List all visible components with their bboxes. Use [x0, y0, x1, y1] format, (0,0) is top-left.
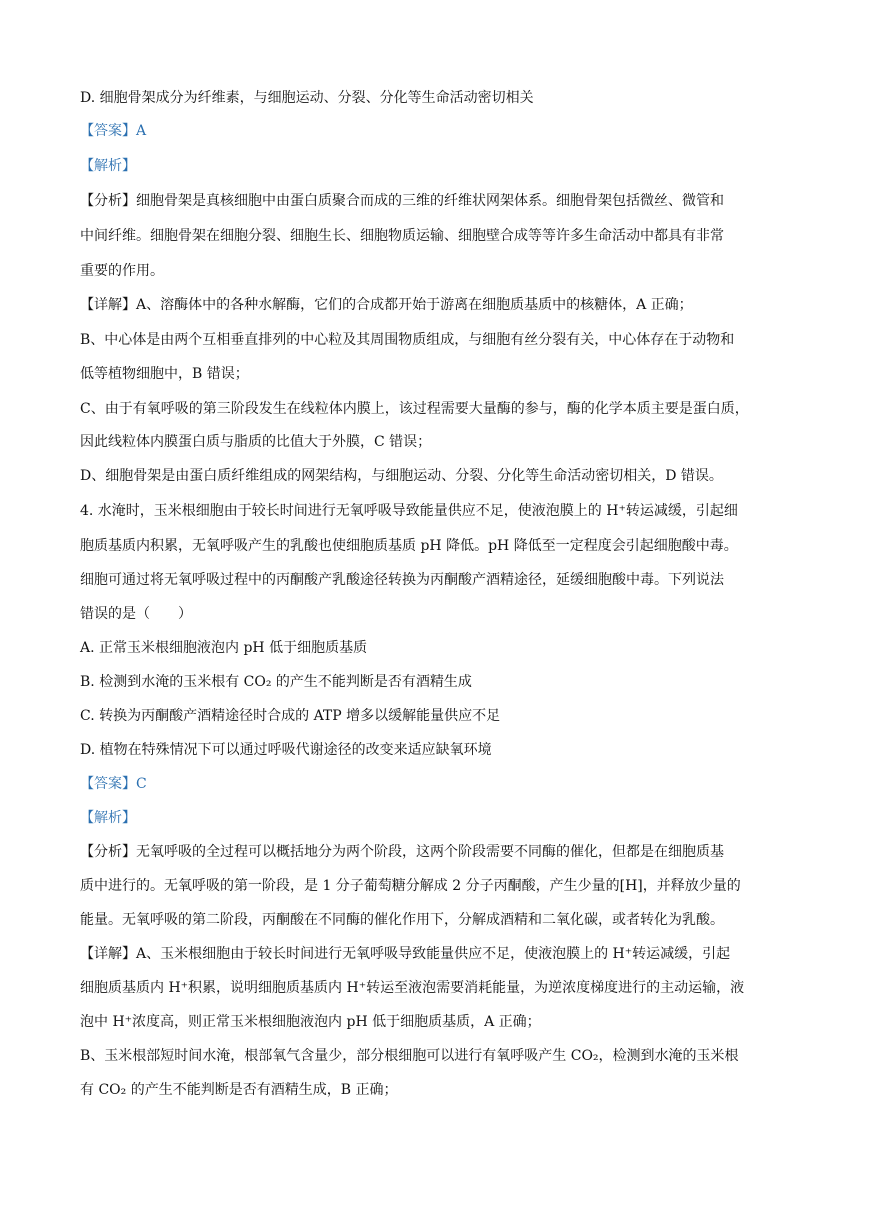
- detail-line: 【详解】A、溶酶体中的各种水解酶，它们的合成都开始于游离在细胞质基质中的核糖体，A 正确；: [80, 297, 693, 313]
- analysis-line: 质中进行的。无氧呼吸的第一阶段，是 1 分子葡萄糖分解成 2 分子丙酮酸，产生少量的[H]，并释放少量的: [80, 878, 741, 894]
- detail-line: B、玉米根部短时间水淹，根部氧气含量少，部分根细胞可以进行有氧呼吸产生 CO₂，检测到水淹的玉米根: [80, 1048, 739, 1064]
- detail-line: 有 CO₂ 的产生不能判断是否有酒精生成，B 正确；: [80, 1082, 398, 1098]
- analysis-line: 【分析】细胞骨架是真核细胞中由蛋白质聚合而成的三维的纤维状网架体系。细胞骨架包括微丝、微管和: [80, 193, 724, 209]
- question-4-stem: 细胞可通过将无氧呼吸过程中的丙酮酸产乳酸途径转换为丙酮酸产酒精途径，延缓细胞酸中毒。下列说法: [80, 572, 724, 588]
- detail-line: C、由于有氧呼吸的第三阶段发生在线粒体内膜上，该过程需要大量酶的参与，酶的化学本质主要是蛋白质，: [80, 401, 749, 417]
- answer-label: 【答案】C: [80, 776, 147, 792]
- detail-line: 因此线粒体内膜蛋白质与脂质的比值大于外膜，C 错误；: [80, 434, 432, 450]
- analysis-label-prev: 【解析】: [80, 158, 136, 174]
- option-d-prev: D. 细胞骨架成分为纤维素，与细胞运动、分裂、分化等生命活动密切相关: [80, 90, 534, 106]
- detail-line: 【详解】A、玉米根细胞由于较长时间进行无氧呼吸导致能量供应不足，使液泡膜上的 H⁺转运减缓，引起: [80, 946, 731, 962]
- detail-line: B、中心体是由两个互相垂直排列的中心粒及其周围物质组成，与细胞有丝分裂有关，中心体存在于动物和: [80, 332, 735, 348]
- analysis-line: 能量。无氧呼吸的第二阶段，丙酮酸在不同酶的催化作用下，分解成酒精和二氧化碳，或者转化为乳酸。: [80, 912, 724, 928]
- detail-line: 细胞质基质内 H⁺积累，说明细胞质基质内 H⁺转运至液泡需要消耗能量，为逆浓度梯度进行的主动运输，液: [80, 980, 745, 996]
- answer-label-prev: 【答案】A: [80, 123, 147, 139]
- detail-line: 泡中 H⁺浓度高，则正常玉米根细胞液泡内 pH 低于细胞质基质，A 正确；: [80, 1014, 541, 1030]
- question-4-stem: 胞质基质内积累，无氧呼吸产生的乳酸也使细胞质基质 pH 降低。pH 降低至一定程度会引起细胞酸中毒。: [80, 538, 738, 554]
- analysis-line: 中间纤维。细胞骨架在细胞分裂、细胞生长、细胞物质运输、细胞壁合成等等许多生命活动中都具有非常: [80, 228, 724, 244]
- analysis-line: 【分析】无氧呼吸的全过程可以概括地分为两个阶段，这两个阶段需要不同酶的催化，但都是在细胞质基: [80, 844, 724, 860]
- option-a: A. 正常玉米根细胞液泡内 pH 低于细胞质基质: [80, 640, 368, 656]
- detail-line: 低等植物细胞中，B 错误；: [80, 366, 249, 382]
- option-d: D. 植物在特殊情况下可以通过呼吸代谢途径的改变来适应缺氧环境: [80, 742, 492, 758]
- question-4-stem: 错误的是（ ）: [80, 606, 192, 622]
- option-c: C. 转换为丙酮酸产酒精途径时合成的 ATP 增多以缓解能量供应不足: [80, 708, 501, 724]
- detail-line: D、细胞骨架是由蛋白质纤维组成的网架结构，与细胞运动、分裂、分化等生命活动密切相关，D 错误。: [80, 468, 723, 484]
- analysis-line: 重要的作用。: [80, 263, 164, 279]
- analysis-label: 【解析】: [80, 810, 136, 826]
- question-4-stem: 4. 水淹时，玉米根细胞由于较长时间进行无氧呼吸导致能量供应不足，使液泡膜上的 H⁺转运减缓，引起细: [80, 503, 738, 519]
- option-b: B. 检测到水淹的玉米根有 CO₂ 的产生不能判断是否有酒精生成: [80, 674, 472, 690]
